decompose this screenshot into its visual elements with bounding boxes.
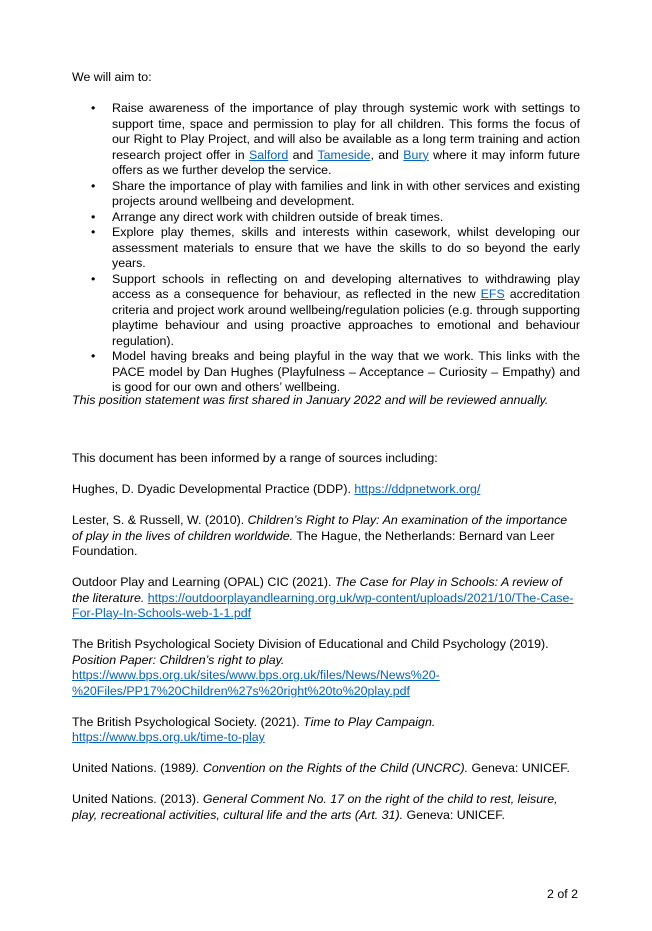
reference-item <box>72 482 580 498</box>
reference-item <box>72 513 580 560</box>
text-run: Raise awareness of the importance of play through systemic work with settings to support time, space and permission to play for all children. This forms the focus of our Right to Play Project, and will also be available as a long term training and action research project offer in <box>112 101 580 162</box>
text-run: The British Psychological Society Division of Educational and Child Psychology (2019). <box>72 637 549 651</box>
reference-item <box>72 575 580 622</box>
aim-text <box>112 210 443 224</box>
text-run: Outdoor Play and Learning (OPAL) CIC (2021). <box>72 575 335 589</box>
inline-link[interactable]: https://www.bps.org.uk/sites/www.bps.org.uk/files/News/News%20-%20Files/PP17%20Children%27s%20right%20to%20play.pdf <box>72 668 440 698</box>
text-run: Explore play themes, skills and interests within casework, whilst developing our assessment materials to ensure that we have the skills to do so beyond the early years. <box>112 225 580 270</box>
text-run: Support schools in reflecting on and developing alternatives to withdrawing play access as a consequence for behaviour, as reflected in the new <box>112 271 580 301</box>
inline-link[interactable]: Salford <box>249 147 289 162</box>
bullet-icon: • <box>91 271 96 286</box>
bullet-icon: • <box>91 178 96 193</box>
aim-item <box>72 272 580 350</box>
text-run: The Hague, the Netherlands: Bernard van Leer Foundation. <box>72 528 555 558</box>
page-number: 2 of 2 <box>547 887 579 901</box>
italic-text: ). Convention on the Rights of the Child (UNCRC). <box>191 761 469 775</box>
aim-item <box>72 349 580 396</box>
bullet-icon: • <box>91 209 96 224</box>
reference-item <box>72 715 580 746</box>
italic-text: Children’s Right to Play: An examination of the importance of play in the lives of children worldwide. <box>72 513 568 543</box>
italic-text: The Case for Play in Schools: A review of the literature. <box>72 575 562 605</box>
inline-link[interactable]: https://ddpnetwork.org/ <box>354 482 481 496</box>
aim-text <box>112 349 580 394</box>
text-run: and <box>288 147 318 162</box>
inline-link[interactable]: Tameside <box>317 147 371 162</box>
aims-intro: We will aim to: <box>72 70 152 84</box>
bullet-icon: • <box>91 349 96 363</box>
bullet-icon: • <box>91 225 96 239</box>
reference-item <box>72 761 580 777</box>
aim-item <box>72 225 580 272</box>
inline-link[interactable]: Bury <box>403 147 429 162</box>
text-run: Geneva: UNICEF. <box>468 761 570 775</box>
text-run: The British Psychological Society. (2021). <box>72 714 304 729</box>
inline-link[interactable]: https://www.bps.org.uk/time-to-play <box>72 730 265 744</box>
text-run: Hughes, D. Dyadic Developmental Practice (DDP). <box>72 482 355 496</box>
italic-text: Position Paper: Children’s right to play. <box>72 652 285 667</box>
text-run: Arrange any direct work with children outside of break times. <box>112 209 444 224</box>
text-run: United Nations. (2013). <box>72 792 203 806</box>
italic-text: Time to Play Campaign. <box>303 714 436 729</box>
text-run: Geneva: UNICEF. <box>403 807 505 822</box>
text-run: United Nations. (1989 <box>72 761 192 775</box>
reference-item <box>72 792 580 823</box>
aim-text <box>112 179 580 209</box>
inline-link[interactable]: https://outdoorplayandlearning.org.uk/wp-content/uploads/2021/10/The-Case-For-Play-In-Schools-web-1-1.pdf <box>72 590 574 620</box>
aim-text <box>112 225 580 270</box>
aim-text <box>112 101 580 177</box>
text-run: Share the importance of play with families and link in with other services and existing projects around wellbeing and development. <box>112 178 580 208</box>
bullet-icon: • <box>91 101 96 115</box>
aim-item <box>72 101 580 179</box>
reference-item <box>72 637 580 699</box>
aim-item <box>72 179 580 210</box>
aim-item <box>72 210 580 226</box>
italic-text: General Comment No. 17 on the right of the child to rest, leisure, play, recreational activities, cultural life and the arts (Art. 31). <box>72 792 558 822</box>
text-run: Model having breaks and being playful in the way that we work. This links with the PACE model by Dan Hughes (Playfulness – Acceptance – Curiosity – Empathy) and is good for our own and others’ wellbeing. <box>112 349 580 394</box>
text-run: where it may inform future offers as we further develop the service. <box>112 147 580 177</box>
aims-list <box>72 101 580 396</box>
position-statement-note: This position statement was first shared in January 2022 and will be reviewed annually. <box>72 393 549 407</box>
reference-list <box>72 482 580 839</box>
text-run: Lester, S. & Russell, W. (2010). <box>72 513 248 527</box>
text-run: accreditation criteria and project work around wellbeing/regulation policies (e.g. through supporting playtime behaviour and using proactive approaches to emotional and behaviour regulation). <box>112 287 580 348</box>
inline-link[interactable]: EFS <box>480 287 505 301</box>
aim-text <box>112 272 580 348</box>
sources-intro: This document has been informed by a range of sources including: <box>72 451 438 465</box>
text-run: , and <box>370 147 404 162</box>
